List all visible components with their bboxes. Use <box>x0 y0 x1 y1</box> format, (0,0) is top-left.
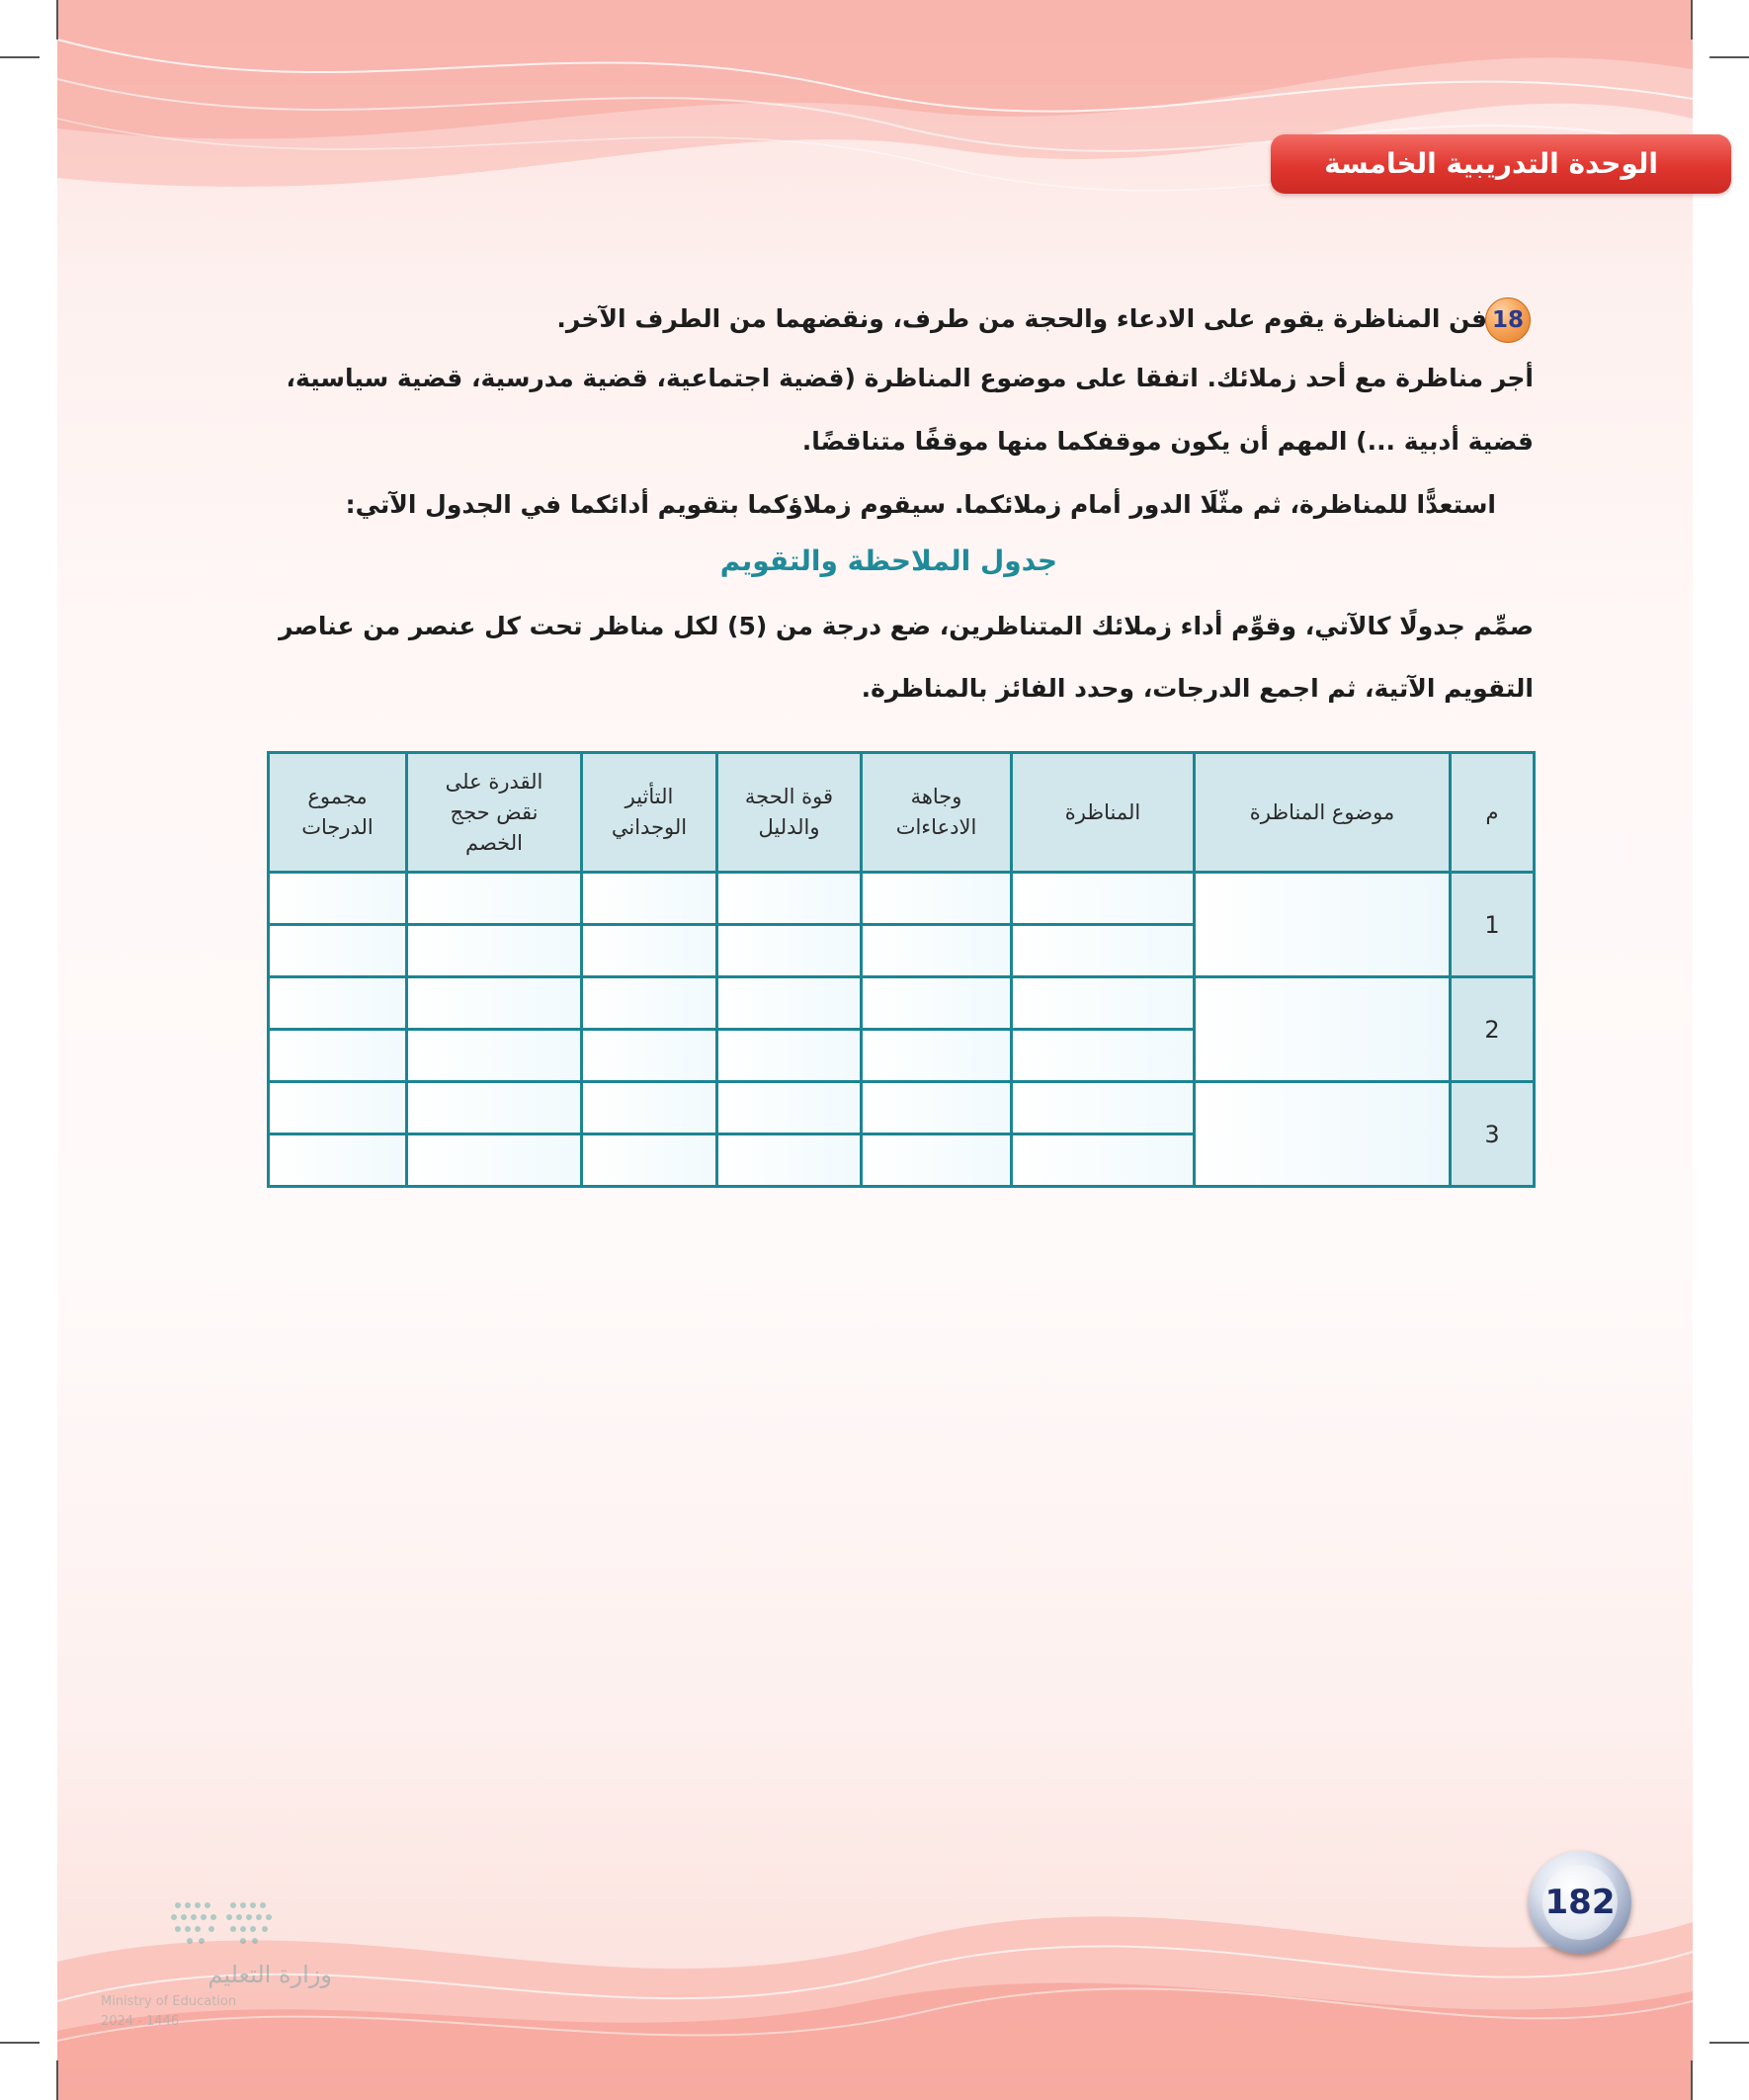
table-row <box>269 977 1535 1030</box>
score-cell[interactable] <box>1012 1030 1195 1082</box>
score-cell[interactable] <box>269 1030 407 1082</box>
score-cell[interactable] <box>862 977 1012 1030</box>
header-argument: قوة الحجة والدليل <box>717 753 862 873</box>
score-cell[interactable] <box>582 977 717 1030</box>
topic-cell[interactable] <box>1195 873 1451 977</box>
score-cell[interactable] <box>269 1082 407 1134</box>
header-emotional-impact: التأثير الوجداني <box>582 753 717 873</box>
score-cell[interactable] <box>407 1134 582 1187</box>
row-index: 3 <box>1451 1082 1535 1187</box>
score-cell[interactable] <box>407 873 582 925</box>
score-cell[interactable] <box>862 1134 1012 1187</box>
question-number-badge: 18 <box>1485 297 1531 343</box>
score-cell[interactable] <box>717 1082 862 1134</box>
topic-cell[interactable] <box>1195 977 1451 1082</box>
crop-mark <box>1691 0 1693 40</box>
header-claims: وجاهة الادعاءات <box>862 753 1012 873</box>
question-line-1: فن المناظرة يقوم على الادعاء والحجة من طرف، ونقضهما من الطرف الآخر. <box>556 304 1487 333</box>
question-line-2: أجر مناظرة مع أحد زملائك. اتفقا على موضوع المناظرة (قضية اجتماعية، قضية مدرسية، قضية سياسية، <box>286 364 1534 392</box>
score-cell[interactable] <box>717 977 862 1030</box>
header-topic: موضوع المناظرة <box>1195 753 1451 873</box>
crop-mark <box>56 0 58 40</box>
score-cell[interactable] <box>862 1082 1012 1134</box>
score-cell[interactable] <box>582 1134 717 1187</box>
page-number-badge <box>1529 1851 1631 1954</box>
ministry-logo <box>95 1895 332 2044</box>
score-cell[interactable] <box>407 1030 582 1082</box>
score-cell[interactable] <box>1012 977 1195 1030</box>
row-index: 1 <box>1451 873 1535 977</box>
score-cell[interactable] <box>1012 1134 1195 1187</box>
section-title: جدول الملاحظة والتقويم <box>719 545 1057 577</box>
crop-mark <box>0 56 40 58</box>
score-cell[interactable] <box>862 1030 1012 1082</box>
unit-title: الوحدة التدريبية الخامسة <box>1324 147 1658 180</box>
score-cell[interactable] <box>1012 1082 1195 1134</box>
crop-mark <box>1691 2060 1693 2100</box>
ministry-name-ar: وزارة التعليم <box>208 1961 332 1988</box>
page-number: 182 <box>1542 1865 1618 1940</box>
score-cell[interactable] <box>717 1030 862 1082</box>
question-line-3: قضية أدبية ...) المهم أن يكون موقفكما منها موقفًا متناقضًا. <box>801 427 1534 456</box>
header-refutation: القدرة على نقض حجج الخصم <box>407 753 582 873</box>
crop-mark <box>1709 56 1749 58</box>
score-cell[interactable] <box>407 977 582 1030</box>
score-cell[interactable] <box>269 977 407 1030</box>
score-cell[interactable] <box>582 1030 717 1082</box>
score-cell[interactable] <box>407 925 582 977</box>
score-cell[interactable] <box>269 1134 407 1187</box>
top-wave-decoration <box>57 0 1693 257</box>
score-cell[interactable] <box>582 1082 717 1134</box>
table-row <box>269 1082 1535 1134</box>
score-cell[interactable] <box>1012 873 1195 925</box>
question-line-4: استعدًّا للمناظرة، ثم مثّلَا الدور أمام زملائكما. سيقوم زملاؤكما بتقويم أدائكما في الجدول الآتي: <box>345 490 1496 519</box>
row-index: 2 <box>1451 977 1535 1082</box>
table-header-row <box>269 753 1535 873</box>
score-cell[interactable] <box>717 873 862 925</box>
score-cell[interactable] <box>862 873 1012 925</box>
section-line-1: صمِّم جدولًا كالآتي، وقوِّم أداء زملائك المتناظرين، ضع درجة من (5) لكل مناظر تحت كل عنصر من عناصر <box>279 612 1534 640</box>
score-cell[interactable] <box>269 925 407 977</box>
topic-cell[interactable] <box>1195 1082 1451 1187</box>
evaluation-table <box>267 751 1536 1188</box>
header-index: م <box>1451 753 1535 873</box>
unit-title-tab <box>1271 134 1731 194</box>
score-cell[interactable] <box>717 1134 862 1187</box>
score-cell[interactable] <box>269 873 407 925</box>
score-cell[interactable] <box>582 873 717 925</box>
crop-mark <box>1709 2042 1749 2044</box>
header-debater: المناظرة <box>1012 753 1195 873</box>
score-cell[interactable] <box>862 925 1012 977</box>
crop-mark <box>56 2060 58 2100</box>
crop-mark <box>0 2042 40 2044</box>
score-cell[interactable] <box>1012 925 1195 977</box>
ministry-dots-icon <box>95 1895 332 1955</box>
header-total: مجموع الدرجات <box>269 753 407 873</box>
section-line-2: التقويم الآتية، ثم اجمع الدرجات، وحدد الفائز بالمناظرة. <box>861 674 1534 703</box>
score-cell[interactable] <box>717 925 862 977</box>
ministry-name-en: Ministry of Education <box>101 1994 237 2009</box>
score-cell[interactable] <box>407 1082 582 1134</box>
table-row <box>269 873 1535 925</box>
ministry-year: 2024 - 1446 <box>101 2014 180 2029</box>
score-cell[interactable] <box>582 925 717 977</box>
